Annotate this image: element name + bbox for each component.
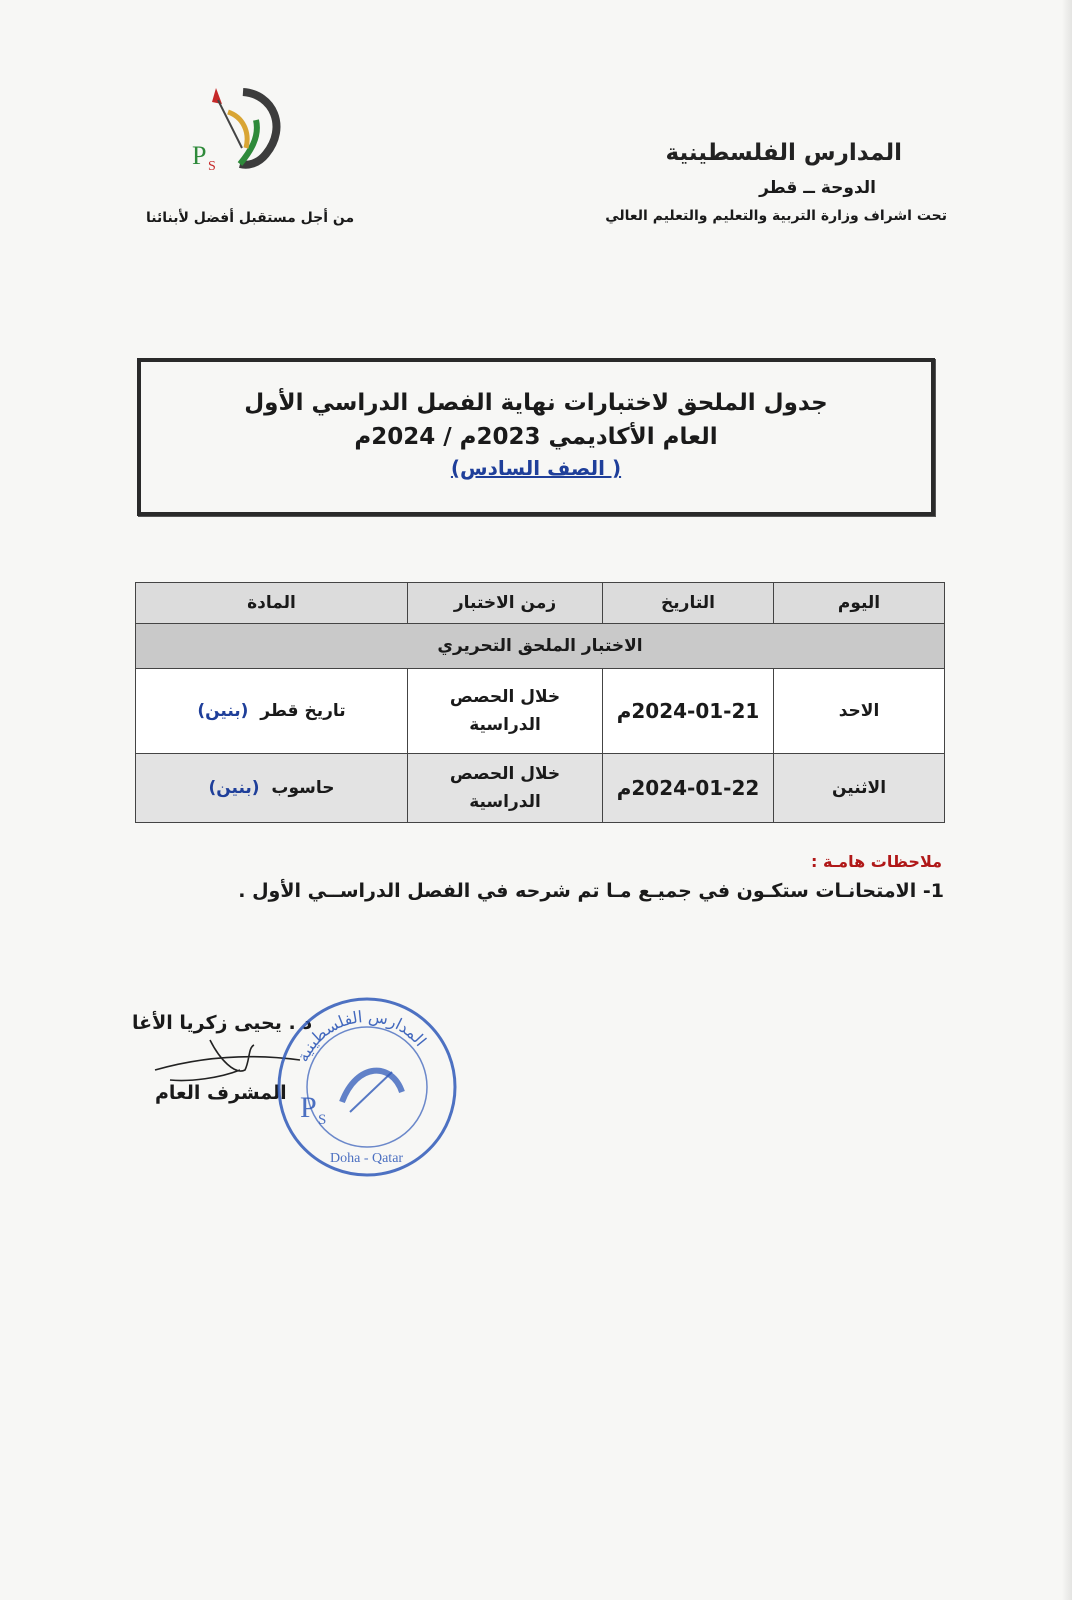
header-day: اليوم xyxy=(774,583,945,624)
stamp-letter-s: S xyxy=(318,1112,327,1128)
cell-day: الاثنين xyxy=(774,754,945,823)
subject-name: حاسوب xyxy=(271,778,335,798)
cell-time-line2: الدراسية xyxy=(469,715,541,735)
stamp-latin-text: Doha - Qatar xyxy=(330,1151,404,1166)
official-stamp xyxy=(272,992,462,1182)
subject-group: (بنين) xyxy=(208,778,260,798)
cell-subject xyxy=(136,754,408,823)
school-ministry: تحت اشراف وزارة التربية والتعليم والتعليم العالي xyxy=(605,208,947,224)
school-city: الدوحة ــ قطر xyxy=(759,178,876,198)
stamp-arabic-text: المدارس الفلسطينية xyxy=(292,1006,431,1065)
logo-letter-p: P xyxy=(192,141,207,170)
notes-title: ملاحظات هامـة : xyxy=(811,852,942,871)
title-main: جدول الملحق لاختبارات نهاية الفصل الدراسي الأول xyxy=(244,390,828,416)
cell-date: 2024-01-21م xyxy=(603,669,774,754)
page-edge xyxy=(1062,0,1072,1600)
signatory-role: المشرف العام xyxy=(155,1082,287,1104)
title-box xyxy=(137,358,935,516)
subject-group: (بنين) xyxy=(197,701,249,721)
cell-day: الاحد xyxy=(774,669,945,754)
cell-time-line2: الدراسية xyxy=(469,792,541,812)
cell-time xyxy=(408,669,603,754)
notes-item: 1- الامتحانـات ستكـون في جميـع مـا تم شرحه في الفصل الدراســي الأول . xyxy=(238,880,944,902)
header-time: زمن الاختبار xyxy=(408,583,603,624)
school-name: المدارس الفلسطينية xyxy=(665,140,902,166)
subject-name: تاريخ قطر xyxy=(260,701,346,721)
cell-time xyxy=(408,754,603,823)
cell-date: 2024-01-22م xyxy=(603,754,774,823)
section-row xyxy=(136,624,945,669)
title-year: العام الأكاديمي 2023م / 2024م xyxy=(354,424,718,450)
table-row xyxy=(136,669,945,754)
table-row xyxy=(136,754,945,823)
header-date: التاريخ xyxy=(603,583,774,624)
school-header xyxy=(666,140,902,166)
logo-letter-s: S xyxy=(208,159,216,174)
stamp-letter-p: P xyxy=(300,1091,317,1124)
cell-time-line1: خلال الحصص xyxy=(449,764,561,784)
signatory-name: د . يحيى زكريا الأغا xyxy=(132,1012,313,1034)
section-label: الاختبار الملحق التحريري xyxy=(136,624,945,669)
school-logo xyxy=(188,82,292,182)
title-grade: ( الصف السادس) xyxy=(450,456,622,480)
schedule-table xyxy=(135,582,945,823)
header-subject: المادة xyxy=(136,583,408,624)
slogan: من أجل مستقبل أفضل لأبنائنا xyxy=(146,210,355,226)
cell-time-line1: خلال الحصص xyxy=(449,687,561,707)
cell-subject xyxy=(136,669,408,754)
table-header-row xyxy=(136,583,945,624)
